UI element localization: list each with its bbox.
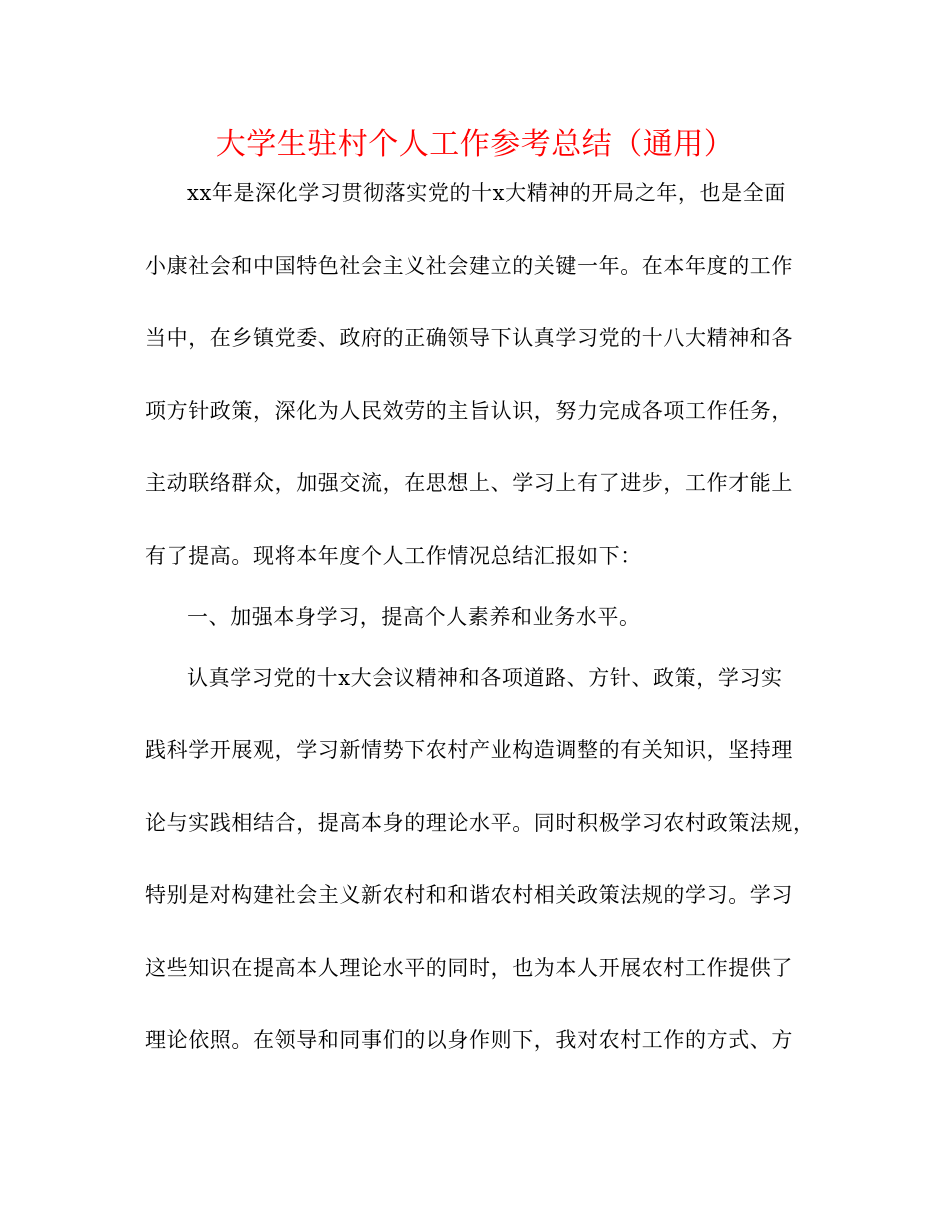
document-title: 大学生驻村个人工作参考总结（通用） — [215, 127, 735, 162]
paragraph-1-line-1: xx年是深化学习贯彻落实党的十x大精神的开局之年，也是全面 — [187, 181, 786, 205]
paragraph-1-line-2: 小康社会和中国特色社会主义社会建立的关键一年。在本年度的工作 — [145, 254, 793, 278]
section-heading-1: 一、加强本身学习，提高个人素养和业务水平。 — [187, 605, 641, 629]
paragraph-2-line-4: 特别是对构建社会主义新农村和和谐农村相关政策法规的学习。学习 — [145, 883, 793, 907]
paragraph-1-line-3: 当中，在乡镇党委、政府的正确领导下认真学习党的十八大精神和各 — [145, 326, 793, 350]
paragraph-1-line-4: 项方针政策，深化为人民效劳的主旨认识，努力完成各项工作任务， — [145, 399, 793, 423]
paragraph-2-line-3: 论与实践相结合，提高本身的理论水平。同时积极学习农村政策法规， — [145, 811, 815, 835]
paragraph-2-line-6: 理论依照。在领导和同事们的以身作则下，我对农村工作的方式、方 — [145, 1028, 793, 1052]
paragraph-2-line-5: 这些知识在提高本人理论水平的同时，也为本人开展农村工作提供了 — [145, 956, 793, 980]
paragraph-1-line-6: 有了提高。现将本年度个人工作情况总结汇报如下： — [145, 544, 642, 568]
paragraph-2-line-2: 践科学开展观，学习新情势下农村产业构造调整的有关知识，坚持理 — [145, 738, 793, 762]
paragraph-1-line-5: 主动联络群众，加强交流，在思想上、学习上有了进步，工作才能上 — [145, 471, 793, 495]
paragraph-2-line-1: 认真学习党的十x大会议精神和各项道路、方针、政策，学习实 — [187, 666, 783, 690]
